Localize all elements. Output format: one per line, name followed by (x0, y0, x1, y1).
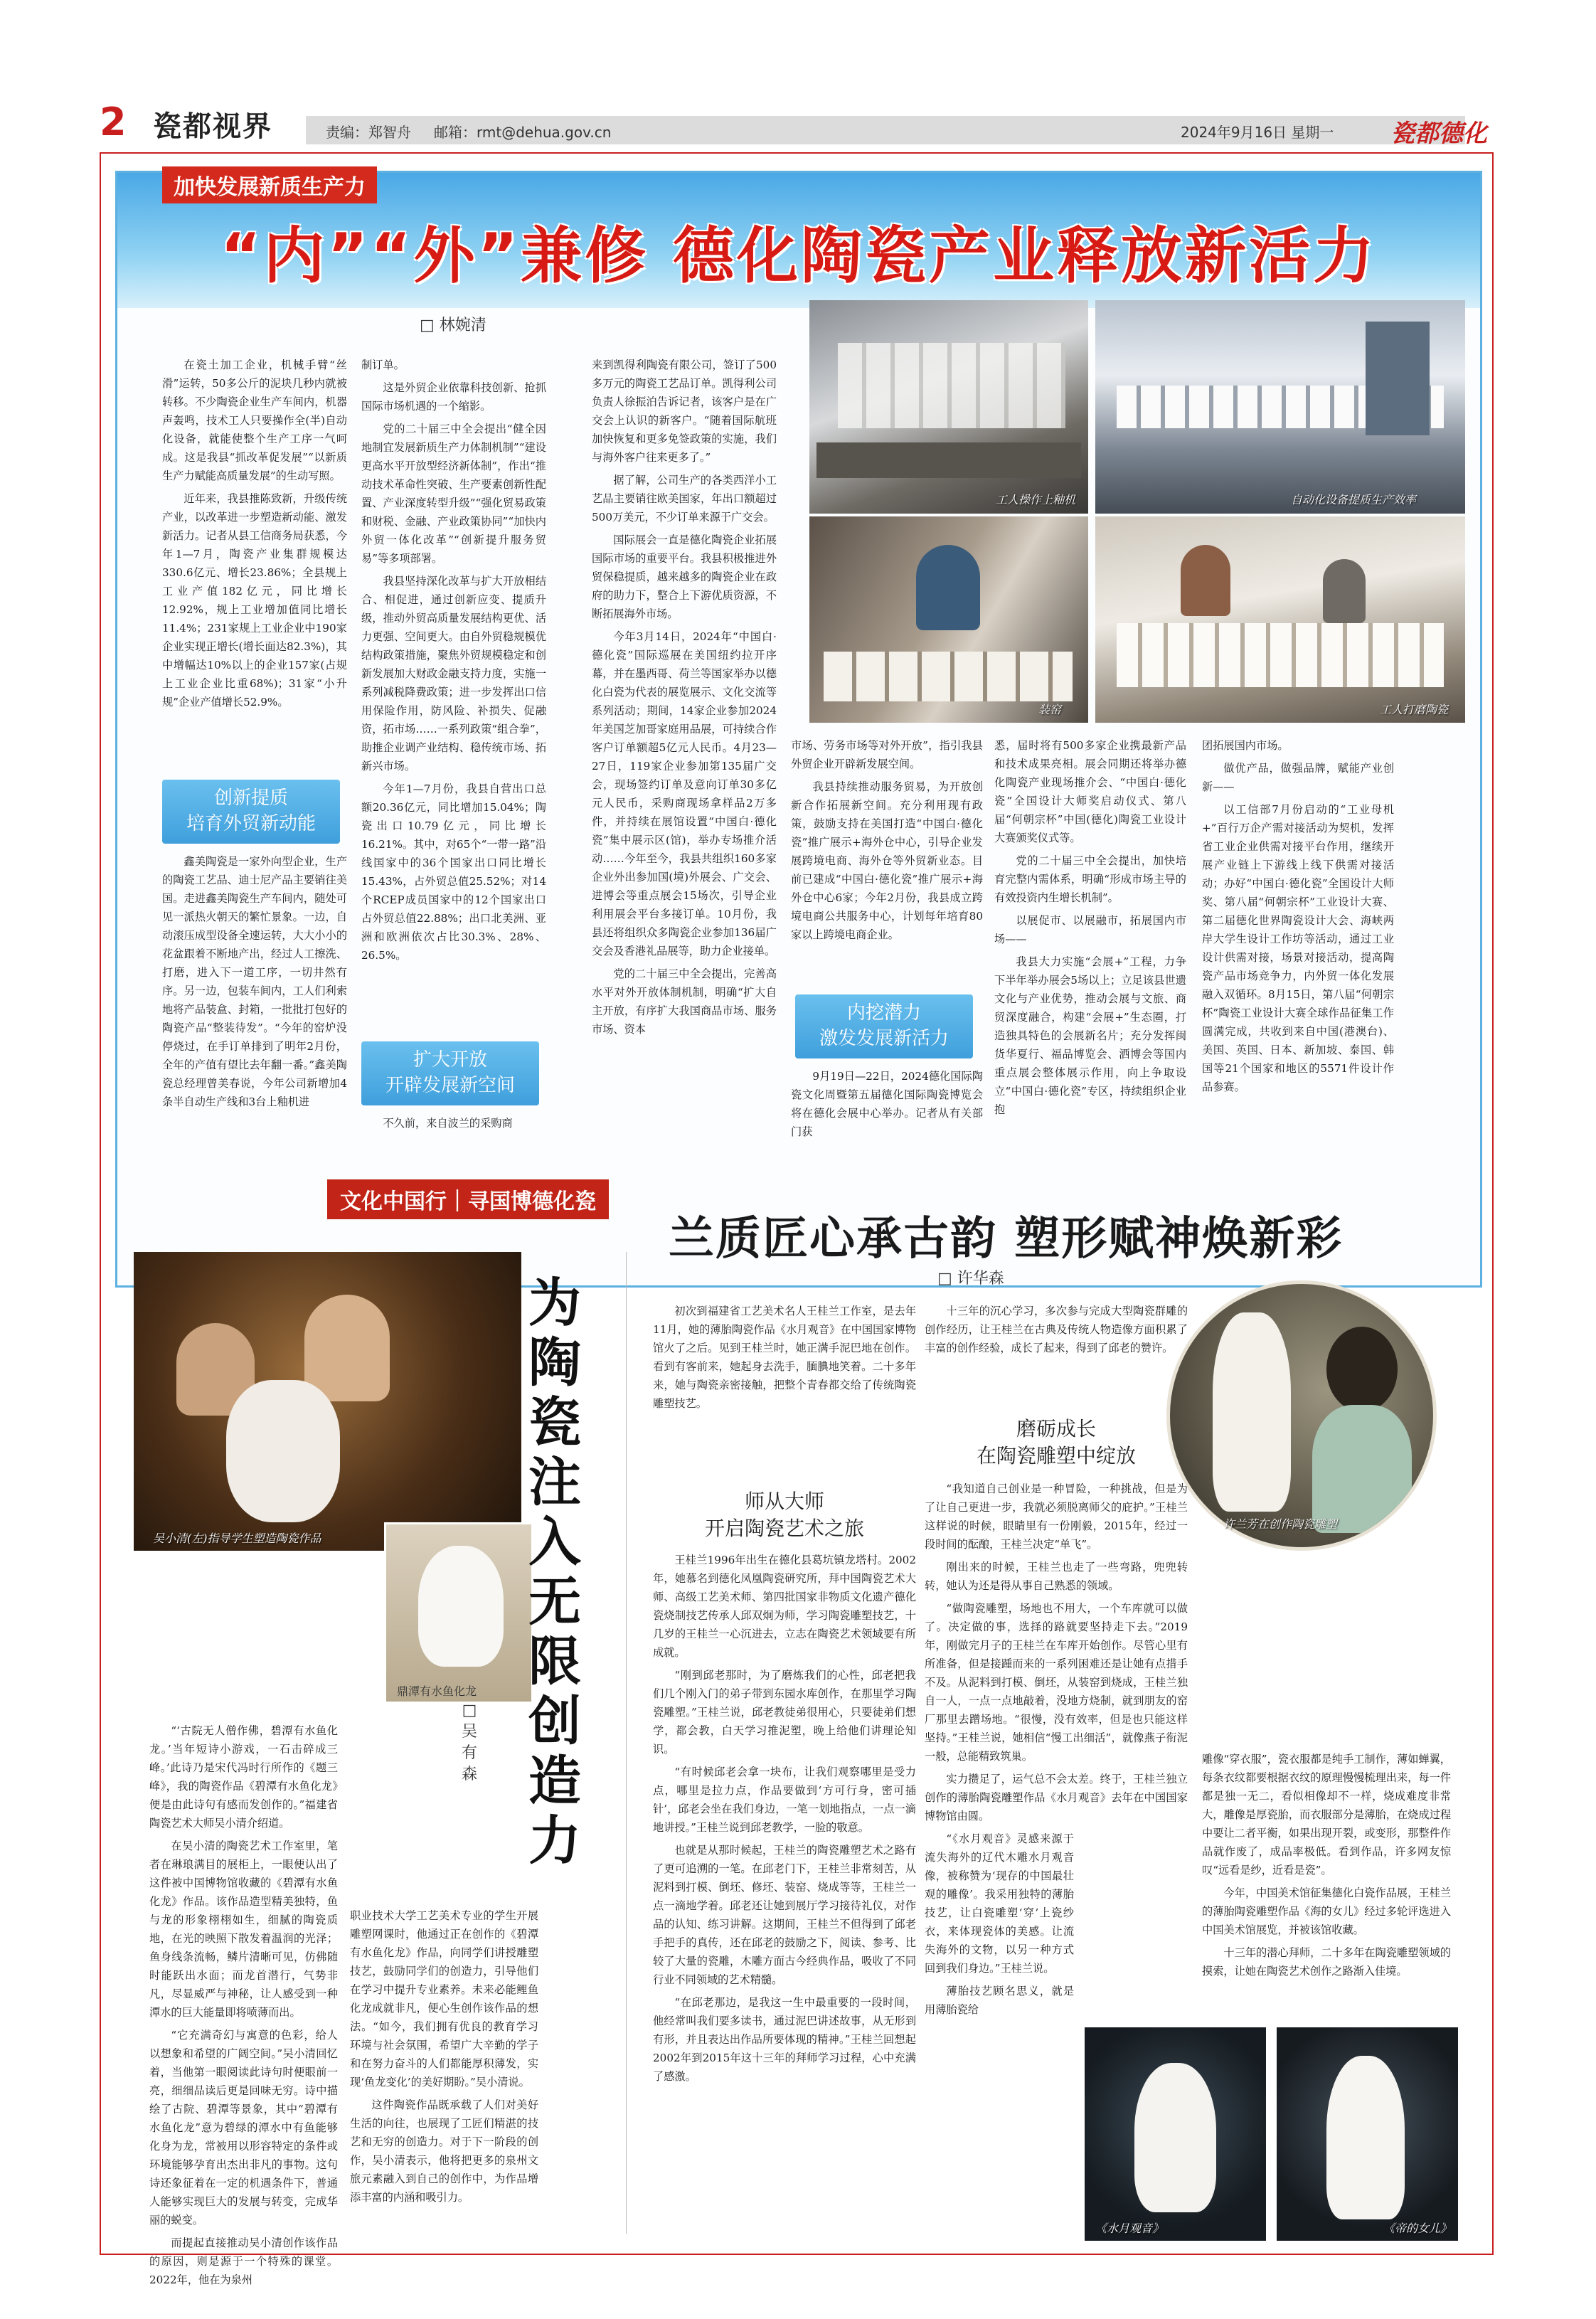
photo-loading-kiln (809, 516, 1088, 723)
photo-glazing-machine (809, 300, 1088, 514)
side-story-column-2 (350, 1906, 538, 2211)
feature1-column-4b (791, 1067, 983, 1145)
paragraph: “刚到邱老那时，为了磨炼我们的心性，邱老把我们几个刚入门的弟子带到东园水库创作，在那里学习陶瓷雕塑。”王桂兰说，邱老教徒弟很用心，只要徒弟们想学，都会教，白天学习推泥塑，晚上给他们讲理论知识。 (653, 1669, 916, 1756)
paragraph: 在瓷土加工企业，机械手臂“丝滑”运转，50多公斤的泥块几秒内就被转移。不少陶瓷企业生产车间内，机器声轰鸣，技术工人只要操作全(半)自动化设备，就能使整个生产工序一气呵成。这是我县“抓改革促发展”“以新质生产力赋能高质量发展”的生动写照。 (162, 359, 347, 482)
feature1-column-5 (994, 736, 1186, 1123)
column-divider (626, 1252, 627, 2234)
photo-caption: 工人操作上釉机 (996, 493, 1076, 506)
photo-fish-dragon-sculpture (384, 1522, 533, 1704)
photo-polishing-ceramics (1095, 516, 1465, 723)
paragraph: 而提起直接推动吴小清创作该作品的原因，则是源于一个特殊的课堂。2022年，他在为泉州 (149, 2236, 338, 2286)
newspaper-brand-logo: 瓷都德化 (1390, 120, 1487, 148)
paragraph: 我县大力实施“会展+”工程，力争下半年举办展会5场以上；立足该县世遗文化与产业优势，推动会展与文旅、商贸深度融合，构建“会展+”生态圈，打造独具特色的会展新名片；充分发挥闽货华夏行、福品博览会、洒博会等国内重点展会整体展示作用，向上争取设立“中国白·德化瓷”专区，持续组织企业抱 (994, 955, 1186, 1116)
photo-caption: 装窑 (1038, 703, 1062, 716)
feature2-column-tag: 文化中国行｜寻国博德化瓷 (327, 1179, 609, 1219)
paragraph: 今年3月14日，2024年“中国白·德化瓷”国际巡展在美国纽约拉开序幕，并在墨西哥、荷兰等国家举办以德化白瓷为代表的展览展示、文化交流等系列活动；期间，14家企业参加2024年美国芝加哥家庭用品展，可持续合作客户订单额超5亿元人民币。4月23—27日，119家企业参加第135届广交会，现场签约订单及意向订单30多亿元人民币，采购商现场拿样品2万多件，并持续在展馆设置“中国白·德化瓷”集中展示区(馆)，举办专场推介活动……今年至今，我县共组织160多家企业外出参加国(境)外展会、广交会、进博会等重点展会15场次，引导企业利用展会平台多接订单。10月份，我县还将组织众多陶瓷企业参加136届广交会及香港礼品展等，助力企业接单。 (592, 630, 777, 957)
paragraph: 悉，届时将有500多家企业携最新产品和技术成果亮相。展会同期还将举办德化陶瓷产业现场推介会、“中国白·德化瓷”全国设计大师奖启动仪式、第八届“何朝宗杯”中国(德化)陶瓷工业设计大赛颁奖仪式等。 (994, 739, 1186, 844)
paragraph: 薄胎技艺顾名思义，就是用薄胎瓷给 (925, 1985, 1074, 2016)
feature1-headline: “内”“外”兼修 德化陶瓷产业释放新活力 (220, 221, 1378, 292)
side-story-column-1 (149, 1721, 338, 2293)
issue-date: 2024年9月16日 星期一 (1181, 124, 1334, 141)
paragraph: 制订单。 (361, 359, 405, 371)
main-story-column-2b (925, 1480, 1188, 2023)
footer-rule (100, 2254, 1494, 2255)
subhead-innovation: 创新提质 培育外贸新动能 (162, 780, 340, 844)
paragraph: 雕像“穿衣服”，瓷衣服都是纯手工制作，薄如蝉翼，每条衣纹都要根据衣纹的原理慢慢梳理出来，每一件都是独一无二，看似相像却不一样，烧成难度非常大，雕像是厚瓷胎，而衣服部分是薄胎，在烧成过程中要让二者平衡，如果出现开裂，或变形，那整件作品就作废了，成品率极低。看到作品，许多网友惊叹“远看是纱，近看是瓷”。 (1202, 1753, 1451, 1877)
feature1-column-1 (162, 356, 347, 716)
paragraph: “《水月观音》灵感来源于流失海外的辽代木雕水月观音像，被称赞为‘现存的中国最壮观的雕像’。我采用独特的薄胎技艺，让白瓷雕塑‘穿’上瓷纱衣，来体现瓷体的美感。让流失海外的文物，以另一种方式回到我们身边。”王桂兰说。 (925, 1832, 1074, 1975)
paragraph: 今年1—7月份，我县自营出口总额20.36亿元，同比增加15.04%；陶瓷出口10.79亿元，同比增长16.21%。其中，对65个“一带一路”沿线国家中的36个国家出口同比增长15.43%，占外贸总值25.52%；对14个RCEP成员国家中的12个国家出口占外贸总值22.88%；出口北美洲、亚洲和欧洲依次占比30.3%、28%、26.5%。 (361, 782, 546, 962)
photo-caption: 许兰芳在创作陶瓷雕塑 (1223, 1517, 1338, 1531)
photo-caption: 自动化设备提质生产效率 (1291, 493, 1417, 506)
page-border-left (100, 152, 101, 2255)
paragraph: 国际展会一直是德化陶瓷企业拓展国际市场的重要平台。我县积极推进外贸保稳提质，越来越多的陶瓷企业在政府的助力下，整合上下游优质资源，不断拓展海外市场。 (592, 534, 777, 620)
paragraph: 党的二十届三中全会提出，加快培育完整内需体系，明确“形成市场主导的有效投资内生增长机制”。 (994, 854, 1186, 904)
photo-artist-portrait (1166, 1280, 1437, 1551)
feature1-column-2 (361, 356, 546, 969)
paragraph: 初次到福建省工艺美术名人王桂兰工作室，是去年11月，她的薄胎陶瓷作品《水月观音》在中国国家博物馆火了之后。见到王桂兰时，她正满手泥巴地在创作。看到有客前来，她起身去洗手，腼腆地笑着。二十多年来，她与陶瓷亲密接触，把整个青春都交给了传统陶瓷雕塑技艺。 (653, 1305, 916, 1410)
paragraph: “‘古院无人僧作佛，碧潭有水鱼化龙。’当年短诗小游戏，一石击碎成三峰。’此诗乃是宋代冯时行所作的《题三峰》，我的陶瓷作品《碧潭有水鱼化龙》便是由此诗句有感而发创作的。”福建省陶瓷艺术大师吴小清介绍道。 (149, 1724, 338, 1830)
paragraph: 做优产品，做强品牌，赋能产业创新—— (1202, 762, 1394, 793)
page-border-right (1492, 152, 1494, 2255)
feature2-side-headline: 为陶瓷注入无限创造力 (528, 1273, 581, 1872)
paragraph: 也就是从那时候起，王桂兰的陶瓷雕塑艺术之路有了更可追溯的一笔。在邱老门下，王桂兰非常刻苦，从泥料到打模、倒坯、修坯、装窑、烧成等等，王桂兰一点一滴地学着。邱老还让她到展厅学习接待礼仪，对作品的认知、练习讲解。这期间，王桂兰不但得到了邱老手把手的真传，还在邱老的鼓励之下，阅读、参考、比较了大量的瓷雕，木雕方面古今经典作品，吸收了不同行业不同领域的艺术精髓。 (653, 1844, 916, 1986)
feature1-byline: □ 林婉清 (420, 317, 486, 334)
photo-caption: 吴小清(左)指导学生塑造陶瓷作品 (153, 1532, 321, 1545)
paragraph: 这件陶瓷作品既承载了人们对美好生活的向往，也展现了工匠们精湛的技艺和无穷的创造力。对于下一阶段的创作，吴小清表示，他将把更多的泉州文旅元素融入到自己的创作中，为作品增添丰富的内涵和吸引力。 (350, 2098, 538, 2204)
paragraph: 我县坚持深化改革与扩大开放相结合、相促进，通过创新应变、提质升级，推动外贸高质量发展结构更优、活力更强、空间更大。由自外贸稳规模优结构政策措施，聚焦外贸规模稳定和创新发展加大财政金融支持力度，实施一系列减税降费政策；进一步发挥出口信用保险作用，防风险、补损失、促融资，拓市场……一系列政策“组合拳”，助推企业调产业结构、稳传统市场、拓新兴市场。 (361, 575, 546, 773)
paragraph: 我县持续推动服务贸易，为开放创新合作拓展新空间。充分利用现有政策，鼓励支持在美国打造“中国白·德化瓷”推广展示+海外仓中心，引导企业发展跨境电商、海外仓等外贸新业态。目前已建成“中国白·德化瓷”推广展示+海外仓中心6家；今年2月份，我县成立跨境电商公共服务中心，计划每年培育80家以上跨境电商企业。 (791, 780, 983, 941)
paragraph: 据了解，公司生产的各类西洋小工艺品主要销往欧美国家，年出口额超过500万美元，不少订单来源于广交会。 (592, 474, 777, 524)
paragraph: 团拓展国内市场。 (1202, 739, 1289, 752)
editor-credit: 责编：郑智舟 (326, 124, 411, 141)
photo-caption: 《帝的女儿》 (1383, 2222, 1452, 2235)
section-name: 瓷都视界 (153, 110, 272, 143)
feature1-column-3 (592, 356, 777, 1043)
main-story-column-1 (653, 1302, 916, 1417)
photo-caption: 鼎潭有水鱼化龙 (397, 1684, 477, 1698)
paragraph: 以展促市、以展融市，拓展国内市场—— (994, 914, 1186, 945)
photo-automated-equipment (1095, 300, 1465, 514)
paragraph: 刚出来的时候，王桂兰也走了一些弯路，兜兜转转，她认为还是得从事自己熟悉的领域。 (925, 1561, 1188, 1592)
feature1-column-6 (1202, 736, 1394, 1100)
paragraph: 今年，中国美术馆征集德化白瓷作品展，王桂兰的薄胎陶瓷雕塑作品《海的女儿》经过多轮评选进入中国美术馆展览，并被该馆收藏。 (1202, 1886, 1451, 1936)
paragraph: 实力攒足了，运气总不会太差。终于，王桂兰独立创作的薄胎陶瓷雕塑作品《水月观音》去年在中国国家博物馆由圆。 (925, 1773, 1188, 1822)
subhead-growth: 磨砺成长 在陶瓷雕塑中绽放 (976, 1417, 1136, 1468)
paragraph: 9月19日—22日，2024德化国际陶瓷文化周暨第五届德化国际陶瓷博览会将在德化会展中心举办。记者从有关部门获 (791, 1070, 983, 1138)
photo-caption: 工人打磨陶瓷 (1380, 703, 1449, 716)
photo-wu-xiaoqing-teaching (134, 1252, 521, 1551)
main-story-column-2 (925, 1302, 1188, 1362)
paragraph: “它充满奇幻与寓意的色彩，给人以想象和希望的广阔空间。”吴小清回忆着，当他第一眼阅读此诗句时便眼前一亮，细细品读后更是回味无穷。诗中描绘了古院、碧潭等景象，其中“碧潭有水鱼化龙”意为碧绿的潭水中有鱼能够化身为龙，常被用以形容特定的条件或环境能够孕育出杰出非凡的事物。这句诗还象征着在一定的机遇条件下，普通人能够实现巨大的发展与转变，完成华丽的蜕变。 (149, 2029, 338, 2227)
paragraph: “我知道自己创业是一种冒险，一种挑战，但是为了让自己更进一步，我就必须脱离师父的庇护。”王桂兰这样说的时候，眼睛里有一份刚毅，2015年，经过一段时间的酝酿，王桂兰决定“单飞”。 (925, 1482, 1188, 1551)
subhead-potential: 内挖潜力 激发发展新活力 (795, 994, 973, 1058)
paragraph: 来到凯得利陶瓷有限公司，签订了500多万元的陶瓷工艺品订单。凯得利公司负责人徐振泊告诉记者，该客户是在广交会上认识的新客户。“随着国际航班加快恢复和更多免签政策的实施，我们与海外客户往来更多了。” (592, 359, 777, 464)
paragraph: 以工信部7月份启动的“工业母机+”百行万企产需对接活动为契机，发挥省工业企业供需对接平台作用，继续开展产业链上下游线上线下供需对接活动；办好“中国白·德化瓷”全国设计大师奖、第八届“何朝宗杯”工业设计大赛、第二届德化世界陶瓷设计大会、海峡两岸大学生设计工作坊等活动，通过工业设计供需对接，场景对接活动，提高陶瓷产品市场竞争力，内外贸一体化发展融入双循环。8月15日，第八届“何朝宗杯”陶瓷工业设计大赛全球作品征集工作圆满完成，共收到来自中国(港澳台)、美国、英国、日本、新加坡、泰国、韩国等21个国家和地区的5571件设计作品参赛。 (1202, 803, 1394, 1093)
paragraph: 在吴小清的陶瓷艺术工作室里，笔者在琳琅满目的展柜上，一眼便认出了这件被中国博物馆收藏的《碧潭有水鱼化龙》作品。该作品造型精美独特，鱼与龙的形象栩栩如生，细腻的陶瓷质地，在光的映照下散发着温润的光泽；鱼身线条流畅，鳞片清晰可见，仿佛随时能跃出水面；而龙首潜行，气势非凡，尽显威严与神秘，让人感受到一种潭水的巨大能量即将喷薄而出。 (149, 1840, 338, 2019)
feature2-side-byline: □ 吴有森 (461, 1702, 477, 1783)
feature1-column-tag: 加快发展新质生产力 (162, 166, 377, 203)
photo-caption: 《水月观音》 (1095, 2222, 1164, 2235)
header-rule (100, 152, 1494, 154)
paragraph: 十三年的潜心拜师，二十多年在陶瓷雕塑领域的摸索，让她在陶瓷艺术创作之路渐入佳境。 (1202, 1946, 1451, 1978)
paragraph: 鑫美陶瓷是一家外向型企业，生产的陶瓷工艺品、迪士尼产品主要销往美国。走进鑫美陶瓷生产车间内，随处可见一派热火朝天的繁忙景象。一边，自动滚压成型设备全速运转，大大小小的花盆跟着不断地产出，经过人工擦洗、打磨，进入下一道工序，一切井然有序。另一边，包装车间内，工人们利索地将产品装盒、封箱，一批批打包好的陶瓷产品“整装待发”。“今年的窑炉没停烧过，在手订单排到了明年2月份，全年的产值有望比去年翻一番。”鑫美陶瓷总经理曾美春说，今年公司新增加4条半自动生产线和3台上釉机进 (162, 855, 347, 1108)
paragraph: 市场、劳务市场等对外开放”，指引我县外贸企业开辟新发展空间。 (791, 739, 983, 770)
feature2-headline: 兰质匠心承古韵 塑形赋神焕新彩 (669, 1213, 1344, 1265)
page-number: 2 (100, 100, 127, 144)
editor-email: 邮箱：rmt@dehua.gov.cn (434, 124, 612, 141)
photo-moon-water-guanyin (1085, 2027, 1266, 2241)
paragraph: “在邱老那边，是我这一生中最重要的一段时间，他经常叫我们要多读书，通过泥巴讲述故事，从无形到有形，并且表达出作品所要体现的精神。”王桂兰回想起2002年到2015年这十三年的拜师学习过程，心中充满了感激。 (653, 1996, 916, 2083)
paragraph: 不久前，来自波兰的采购商 (383, 1117, 513, 1130)
paragraph: 十三年的沉心学习，多次参与完成大型陶瓷群雕的创作经历，让王桂兰在古典及传统人物造像方面积累了丰富的创作经验，成长了起来，得到了邱老的赞许。 (925, 1305, 1188, 1354)
paragraph: “做陶瓷雕塑，场地也不用大，一个车库就可以做了。决定做的事，选择的路就要坚持走下去。”2019年，刚做完月子的王桂兰在车库开始创作。尽管心里有所准备，但是接踵而来的一系列困难还是让她有点措手不及。从泥料到打模、倒坯，从装窑到烧成，王桂兰独自一人，一点一点地敲着，没地方烧制，就到朋友的窑厂那里去蹭场地。“很慢，没有效率，但是也只能这样坚持。”王桂兰说，她相信“慢工出细活”，就像燕子衔泥一般，总能精致筑巢。 (925, 1602, 1188, 1763)
subhead-opening-up: 扩大开放 开辟发展新空间 (361, 1041, 539, 1105)
paragraph: 近年来，我县推陈致新，升级传统产业，以改革进一步塑造新动能、激发新活力。记者从县工信商务局获悉，今年1—7月，陶瓷产业集群规模达330.6亿元、增长23.86%；全县规上工业产值182亿元，同比增长12.92%，规上工业增加值同比增长11.4%；231家规上工业企业中190家企业实现正增长(增长面达82.3%)，其中增幅达10%以上的企业157家(占规上工业企业比重68%)；31家“小升规”企业产值增长52.9%。 (162, 492, 347, 709)
subhead-apprenticeship: 师从大师 开启陶瓷艺术之旅 (704, 1490, 864, 1540)
paragraph: 职业技术大学工艺美术专业的学生开展雕塑网课时，他通过正在创作的《碧潭有水鱼化龙》作品，向同学们讲授雕塑技艺，鼓励同学们的创造力，引导他们在学习中提升专业素养。未来必能鲤鱼化龙成就非凡，便心生创作该作品的想法。“如今，我们拥有优良的教育学习环境与社会氛围，希望广大辛勤的学子和在努力奋斗的人们都能厚积薄发，实现‘鱼龙变化’的美好期盼。”吴小清说。 (350, 1909, 538, 2089)
feature1-column-4 (791, 736, 983, 948)
main-story-column-3 (1202, 1750, 1451, 1985)
paragraph: 这是外贸企业依靠科技创新、抢抓国际市场机遇的一个缩影。 (361, 381, 546, 413)
paragraph: 党的二十届三中全会提出“健全因地制宜发展新质生产力体制机制”“建设更高水平开放型经济新体制”，作出“推动技术革命性突破、生产要素创新性配置、产业深度转型升级”“强化贸易政策和财税、金融、产业政策协同”“加快内外贸一体化改革”“创新提升服务贸易”等多项部署。 (361, 423, 546, 565)
paragraph: “有时候邱老会拿一块布，让我们观察哪里是受力点，哪里是拉力点，作品要做到‘方可行身，密可插针’，邱老会坐在我们身边，一笔一划地指点，一点一滴地讲授。”王桂兰说到邱老教学，一脸的敬意。 (653, 1766, 916, 1834)
paragraph: 党的二十届三中全会提出，完善高水平对外开放体制机制，明确“扩大自主开放，有序扩大我国商品市场、服务市场、资本 (592, 967, 777, 1036)
feature2-byline: □ 许华森 (937, 1270, 1004, 1288)
paragraph: 王桂兰1996年出生在德化县葛坑镇龙塔村。2002年，她慕名到德化凤凰陶瓷研究所，拜中国陶瓷艺术大师、高级工艺美术师、第四批国家非物质文化遗产德化瓷烧制技艺传承人邱双炯为师，学习陶瓷雕塑技艺，十几岁的王桂兰一心沉进去，立志在陶瓷艺术领域要有所成就。 (653, 1554, 916, 1659)
photo-daughter-of-sea (1277, 2027, 1458, 2241)
feature1-column-2b (361, 1114, 546, 1137)
feature1-column-1b (162, 852, 347, 1115)
main-story-column-1b (653, 1551, 916, 2090)
